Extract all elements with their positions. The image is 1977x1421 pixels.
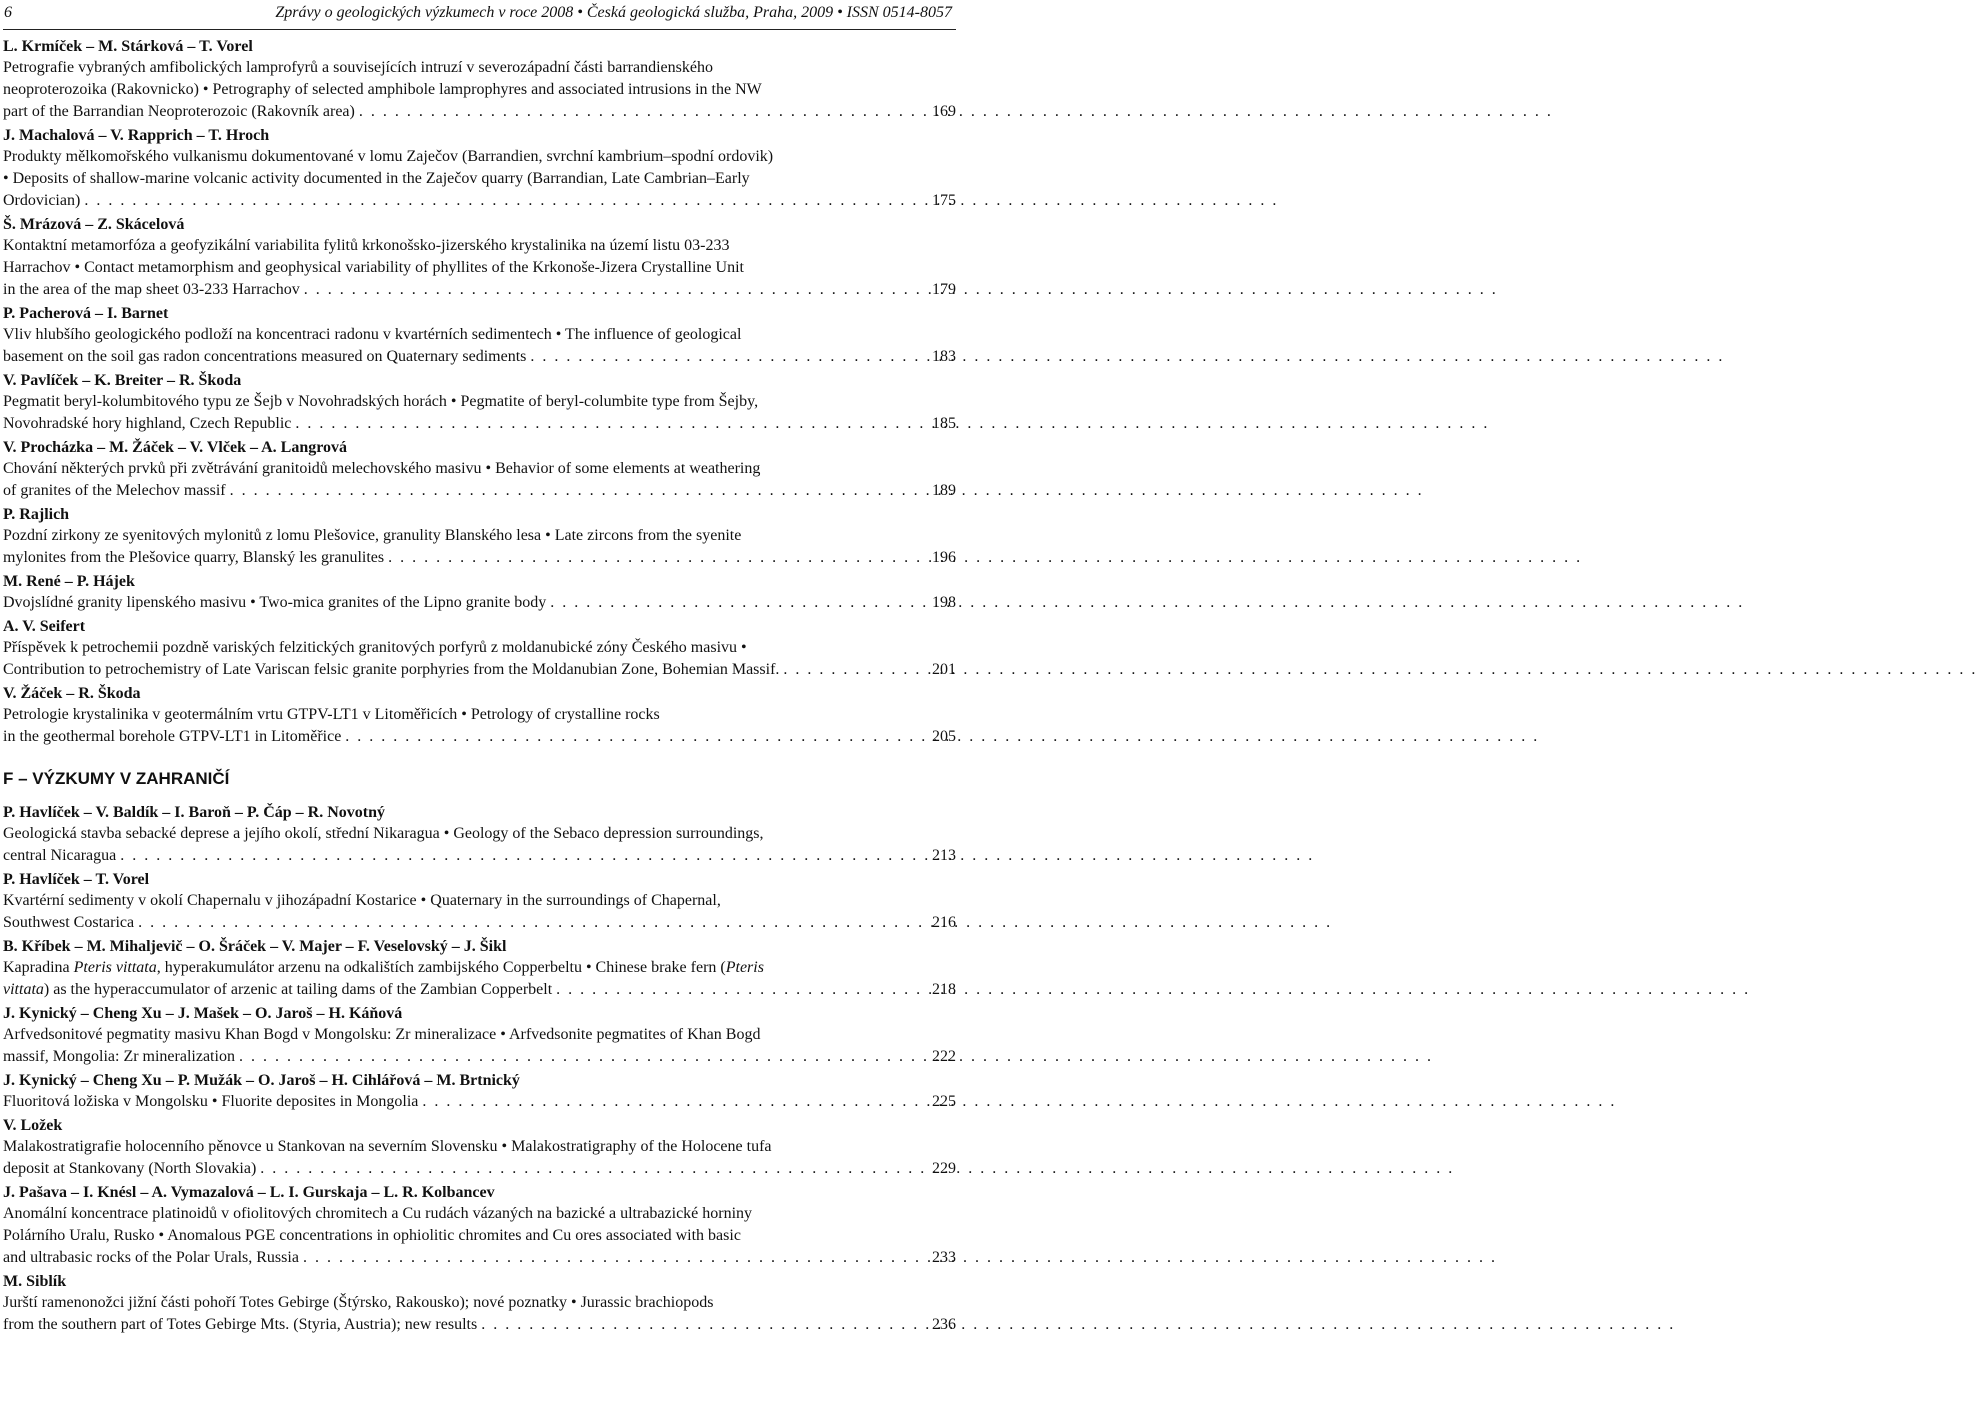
- entry-authors: P. Havlíček – T. Vorel: [3, 871, 150, 888]
- leader-dots: [120, 845, 928, 867]
- toc-entry[interactable]: [3, 370, 956, 435]
- entry-title-last-line: [3, 592, 956, 614]
- entry-title-last-line: [3, 979, 956, 1001]
- entry-authors: J. Kynický – Cheng Xu – J. Mašek – O. Jaroš – H. Káňová: [3, 1005, 403, 1022]
- entry-page-number: 185: [932, 415, 956, 432]
- entry-authors: Š. Mrázová – Z. Skácelová: [3, 216, 185, 233]
- toc-entry[interactable]: [3, 802, 956, 867]
- entry-title-last-line: [3, 190, 956, 212]
- entry-title-line: Pozdní zirkony ze syenitových mylonitů z lomu Plešovice, granulity Blanského lesa • Late zircons from the syenite: [3, 527, 742, 544]
- entry-title-line: Malakostratigrafie holocenního pěnovce u Stankovan na severním Slovensku • Malakostratigraphy of the Holocene tufa: [3, 1138, 772, 1155]
- entry-title: [3, 324, 956, 368]
- entry-title-line: from the southern part of Totes Gebirge Mts. (Styria, Austria); new results: [3, 1316, 478, 1333]
- entry-title-line: Southwest Costarica: [3, 914, 135, 931]
- toc-entry[interactable]: [3, 1070, 956, 1113]
- entry-title: [3, 525, 956, 569]
- entry-title-line: Jurští ramenonožci jižní části pohoří Totes Gebirge (Štýrsko, Rakousko); nové poznatky • Jurassic brachiopods: [3, 1294, 714, 1311]
- entry-title-last-line: [3, 547, 956, 569]
- toc-entry[interactable]: [3, 1115, 956, 1180]
- entry-authors: J. Kynický – Cheng Xu – P. Mužák – O. Jaroš – H. Cihlářová – M. Brtnický: [3, 1072, 520, 1089]
- entry-title-line: central Nicaragua: [3, 847, 117, 864]
- entry-authors: P. Rajlich: [3, 506, 70, 523]
- section-heading: F – VÝZKUMY V ZAHRANIČÍ: [3, 769, 230, 788]
- entry-title-line: Geologická stavba sebacké deprese a jejího okolí, střední Nikaragua • Geology of the Sebaco depression surroundings,: [3, 825, 764, 842]
- title-fragment: ) as the hyperaccumulator of arzenic at tailing dams of the Zambian Copperbelt: [43, 981, 553, 998]
- entry-title-last-line: [3, 912, 956, 934]
- entry-page-number: 189: [932, 482, 956, 499]
- entry-title-last-line: [3, 1158, 956, 1180]
- entry-title-last-line: [3, 1091, 956, 1113]
- entry-title-line: [3, 979, 552, 1001]
- entry-page-number: 205: [932, 728, 956, 745]
- entry-title-line: Produkty mělkomořského vulkanismu dokumentované v lomu Zaječov (Barrandien, svrchní kambrium–spodní ordovik): [3, 148, 774, 165]
- toc-entry[interactable]: [3, 1271, 956, 1336]
- entry-authors: V. Ložek: [3, 1117, 63, 1134]
- entry-authors: J. Machalová – V. Rapprich – T. Hroch: [3, 127, 270, 144]
- entry-title-line: Chování některých prvků při zvětrávání granitoidů melechovského masivu • Behavior of some elements at weathering: [3, 460, 761, 477]
- entry-title-last-line: [3, 413, 956, 435]
- toc-entry[interactable]: [3, 437, 956, 502]
- entry-authors: P. Pacherová – I. Barnet: [3, 305, 169, 322]
- entry-title: [3, 1203, 956, 1269]
- entry-title-line: Petrologie krystalinika v geotermálním vrtu GTPV-LT1 v Litoměřicích • Petrology of crystalline rocks: [3, 706, 660, 723]
- toc-entry[interactable]: [3, 936, 956, 1001]
- entry-title: [3, 458, 956, 502]
- entry-title-line: Kvartérní sedimenty v okolí Chapernalu v jihozápadní Kostarice • Quaternary in the surroundings of Chapernal,: [3, 892, 721, 909]
- entry-page-number: 236: [932, 1316, 956, 1333]
- leader-dots: [556, 979, 928, 1001]
- entry-title-line: Novohradské hory highland, Czech Republic: [3, 415, 292, 432]
- entry-title-line: in the geothermal borehole GTPV-LT1 in Litoměřice: [3, 728, 342, 745]
- leader-dots: [230, 480, 928, 502]
- entry-title-last-line: [3, 1247, 956, 1269]
- entry-title-line: • Deposits of shallow-marine volcanic activity documented in the Zaječov quarry (Barrandian, Late Cambrian–Early: [3, 170, 750, 187]
- toc-entry[interactable]: [3, 869, 956, 934]
- entry-title: [3, 1136, 956, 1180]
- entry-page-number: 183: [932, 348, 956, 365]
- page-header: [3, 0, 956, 30]
- entry-title: [3, 235, 956, 301]
- toc-entry[interactable]: [3, 571, 956, 614]
- entry-title-line: massif, Mongolia: Zr mineralization: [3, 1048, 235, 1065]
- toc-entry[interactable]: [3, 616, 956, 681]
- entry-authors: L. Krmíček – M. Stárková – T. Vorel: [3, 38, 253, 55]
- entry-title-last-line: [3, 279, 956, 301]
- leader-dots: [481, 1314, 928, 1336]
- entry-title-line: Pegmatit beryl-kolumbitového typu ze Šejb v Novohradských horách • Pegmatite of beryl-columbite type from Šejby,: [3, 393, 759, 410]
- entry-title-last-line: [3, 480, 956, 502]
- leader-dots: [359, 101, 928, 123]
- entry-title-last-line: [3, 1046, 956, 1068]
- entry-title-line: and ultrabasic rocks of the Polar Urals, Russia: [3, 1249, 299, 1266]
- toc-entry[interactable]: [3, 214, 956, 301]
- entry-title-line: Contribution to petrochemistry of Late Variscan felsic granite porphyries from the Moldanubian Zone, Bohemian Massif.: [3, 661, 780, 678]
- leader-dots: [345, 726, 928, 748]
- entry-title: [3, 1292, 956, 1336]
- entry-title: [3, 957, 956, 1001]
- title-fragment: Kapradina: [3, 959, 74, 976]
- toc-entry[interactable]: [3, 683, 956, 748]
- leader-dots: [260, 1158, 928, 1180]
- entry-authors: V. Pavlíček – K. Breiter – R. Škoda: [3, 372, 242, 389]
- entry-title-line: of granites of the Melechov massif: [3, 482, 226, 499]
- entry-page-number: 218: [932, 981, 956, 998]
- leader-dots: [239, 1046, 928, 1068]
- entry-title: [3, 146, 956, 212]
- entry-page-number: 233: [932, 1249, 956, 1266]
- leader-dots: [295, 413, 928, 435]
- entry-page-number: 196: [932, 549, 956, 566]
- entry-page-number: 213: [932, 847, 956, 864]
- entry-title-last-line: [3, 659, 956, 681]
- entry-title: [3, 823, 956, 867]
- entry-title-last-line: [3, 346, 956, 368]
- entry-title-last-line: [3, 726, 956, 748]
- toc-entry[interactable]: [3, 125, 956, 212]
- entry-authors: P. Havlíček – V. Baldík – I. Baroň – P. Čáp – R. Novotný: [3, 804, 386, 821]
- entry-title: [3, 1091, 956, 1113]
- entry-title: [3, 704, 956, 748]
- entry-page-number: 229: [932, 1160, 956, 1177]
- entry-title-last-line: [3, 845, 956, 867]
- entry-authors: V. Procházka – M. Žáček – V. Vlček – A. Langrová: [3, 439, 348, 456]
- title-fragment: vittata: [3, 981, 44, 998]
- title-fragment: Pteris: [725, 959, 764, 976]
- entry-page-number: 222: [932, 1048, 956, 1065]
- leader-dots: [422, 1091, 928, 1113]
- leader-dots: [303, 1247, 928, 1269]
- toc-entries-after: [3, 802, 956, 1336]
- entry-title: [3, 637, 956, 681]
- entry-title-last-line: [3, 1314, 956, 1336]
- toc-entries-before: [3, 36, 956, 748]
- entry-page-number: 175: [932, 192, 956, 209]
- entry-page-number: 201: [932, 661, 956, 678]
- entry-authors: M. René – P. Hájek: [3, 573, 135, 590]
- entry-authors: B. Kříbek – M. Mihaljevič – O. Šráček – V. Majer – F. Veselovský – J. Šikl: [3, 938, 507, 955]
- entry-title: [3, 391, 956, 435]
- header-rule: [3, 29, 956, 30]
- entry-title-line: Vliv hlubšího geologického podloží na koncentraci radonu v kvartérních sedimentech • The influence of geological: [3, 326, 742, 343]
- entry-page-number: 225: [932, 1093, 956, 1110]
- toc-entry[interactable]: [3, 303, 956, 368]
- leader-dots: [550, 592, 928, 614]
- entry-authors: J. Pašava – I. Knésl – A. Vymazalová – L. I. Gurskaja – L. R. Kolbancev: [3, 1184, 495, 1201]
- entry-title-line: Petrografie vybraných amfibolických lamprofyrů a souvisejících intruzí v severozápadní části barrandienského: [3, 59, 713, 76]
- entry-title-line: Fluoritová ložiska v Mongolsku • Fluorite deposites in Mongolia: [3, 1093, 419, 1110]
- entry-authors: A. V. Seifert: [3, 618, 86, 635]
- entry-title-line: [3, 957, 956, 979]
- entry-title-last-line: [3, 101, 956, 123]
- entry-title: [3, 890, 956, 934]
- toc-entry[interactable]: [3, 36, 956, 123]
- page-number: 6: [4, 4, 12, 21]
- page: [0, 0, 960, 1421]
- entry-authors: V. Žáček – R. Škoda: [3, 685, 141, 702]
- entry-page-number: 216: [932, 914, 956, 931]
- leader-dots: [388, 547, 928, 569]
- entry-title-line: Dvojslídné granity lipenského masivu • Two-mica granites of the Lipno granite body: [3, 594, 547, 611]
- leader-dots: [84, 190, 928, 212]
- entry-title-line: part of the Barrandian Neoproterozoic (Rakovník area): [3, 103, 355, 120]
- entry-title-line: basement on the soil gas radon concentrations measured on Quaternary sediments: [3, 348, 527, 365]
- toc-entry[interactable]: [3, 1003, 956, 1068]
- entry-title: [3, 1024, 956, 1068]
- entry-title-line: deposit at Stankovany (North Slovakia): [3, 1160, 257, 1177]
- entry-title-line: Kontaktní metamorfóza a geofyzikální variabilita fylitů krkonošsko-jizerského krystalinika na území listu 03-233: [3, 237, 730, 254]
- entry-title-line: in the area of the map sheet 03-233 Harrachov: [3, 281, 300, 298]
- entry-title-line: neoproterozoika (Rakovnicko) • Petrography of selected amphibole lamprophyres and associated intrusions in the NW: [3, 81, 762, 98]
- leader-dots: [783, 659, 928, 681]
- running-title: Zprávy o geologických výzkumech v roce 2008 • Česká geologická služba, Praha, 2009 • ISSN 0514-8057: [275, 4, 952, 21]
- leader-dots: [304, 279, 928, 301]
- title-fragment: , hyperakumulátor arzenu na odkalištích zambijského Copperbeltu • Chinese brake fern (: [156, 959, 726, 976]
- entry-page-number: 198: [932, 594, 956, 611]
- entry-title-line: Anomální koncentrace platinoidů v ofiolitových chromitech a Cu rudách vázaných na bazické a ultrabazické horniny: [3, 1205, 753, 1222]
- entry-title: [3, 57, 956, 123]
- entry-authors: M. Siblík: [3, 1273, 67, 1290]
- entry-title-line: Ordovician): [3, 192, 81, 209]
- toc-entry[interactable]: [3, 1182, 956, 1269]
- entry-title-line: Polárního Uralu, Rusko • Anomalous PGE concentrations in ophiolitic chromites and Cu ores associated with basic: [3, 1227, 741, 1244]
- toc-entry[interactable]: [3, 504, 956, 569]
- entry-title-line: Příspěvek k petrochemii pozdně variských felzitických granitových porfyrů z moldanubické zóny Českého masivu •: [3, 639, 747, 656]
- entry-page-number: 179: [932, 281, 956, 298]
- leader-dots: [138, 912, 928, 934]
- entry-title: [3, 592, 956, 614]
- entry-title-line: Arfvedsonitové pegmatity masivu Khan Bogd v Mongolsku: Zr mineralizace • Arfvedsonite pegmatites of Khan Bogd: [3, 1026, 761, 1043]
- title-fragment: Pteris vittata: [73, 959, 157, 976]
- entry-page-number: 169: [932, 103, 956, 120]
- entry-title-line: mylonites from the Plešovice quarry, Blanský les granulites: [3, 549, 385, 566]
- entry-title-line: Harrachov • Contact metamorphism and geophysical variability of phyllites of the Krkonoše-Jizera Crystalline Unit: [3, 259, 744, 276]
- leader-dots: [530, 346, 928, 368]
